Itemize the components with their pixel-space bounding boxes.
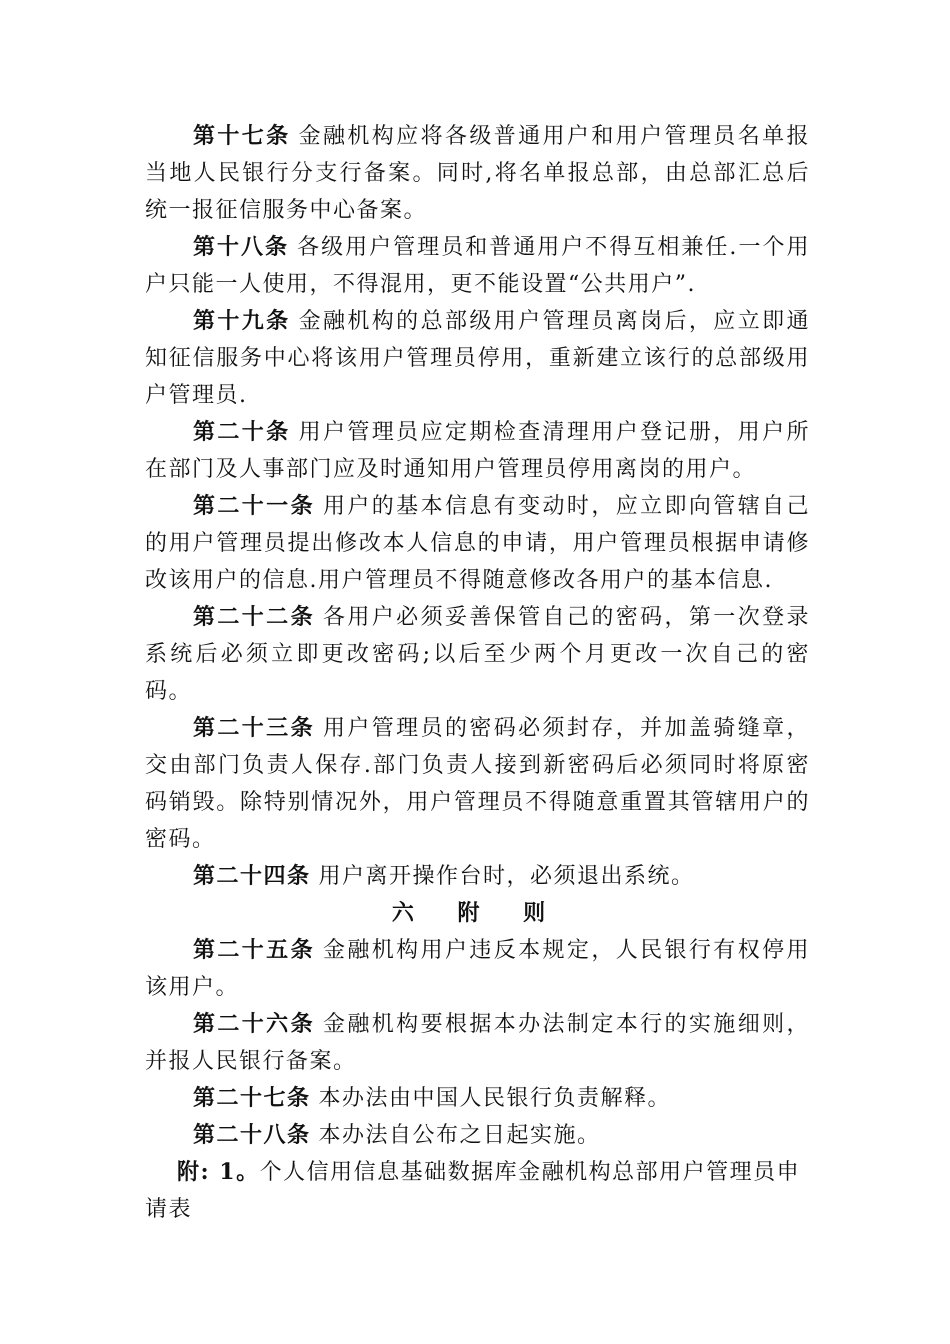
article-number: 第二十七条 [193,1085,311,1111]
article-number: 第二十一条 [193,493,315,519]
article-24 [145,858,810,895]
article-25 [145,932,810,1006]
section-title: 六 附 则 [391,900,564,926]
article-number: 第二十条 [193,419,291,445]
article-text: 本办法由中国人民银行负责解释。 [318,1086,672,1111]
article-text: 金融机构应将各级普通用户和用户管理员名单报当地人民银行分支行备案。同时,将名单报总部，由总部汇总后统一报征信服务中心备案。 [145,124,810,223]
article-text: 各级用户管理员和普通用户不得互相兼任.一个用户只能一人使用，不得混用，更不能设置“公共用户”. [145,235,810,297]
article-20 [145,414,810,488]
article-17 [145,118,810,229]
article-text: 用户的基本信息有变动时，应立即向管辖自己的用户管理员提出修改本人信息的申请，用户管理员根据申请修改该用户的信息.用户管理员不得随意修改各用户的基本信息. [145,494,810,593]
article-number: 第二十四条 [193,863,311,889]
article-18 [145,229,810,303]
article-28 [145,1117,810,1154]
article-text: 本办法自公布之日起实施。 [318,1123,601,1148]
article-text: 各用户必须妥善保管自己的密码，第一次登录系统后必须立即更改密码;以后至少两个月更改一次自己的密码。 [145,605,810,704]
appendix-lead: 附: 1。 [177,1159,260,1185]
article-number: 第二十六条 [193,1011,315,1037]
article-number: 第二十八条 [193,1122,311,1148]
article-27 [145,1080,810,1117]
article-21 [145,488,810,599]
article-26 [145,1006,810,1080]
article-23 [145,710,810,858]
article-number: 第十七条 [193,123,291,149]
article-text: 金融机构要根据本办法制定本行的实施细则，并报人民银行备案。 [145,1012,810,1074]
article-number: 第二十三条 [193,715,315,741]
article-19 [145,303,810,414]
article-text: 金融机构用户违反本规定，人民银行有权停用该用户。 [145,938,810,1000]
article-text: 用户管理员应定期检查清理用户登记册，用户所在部门及人事部门应及时通知用户管理员停用离岗的用户。 [145,420,810,482]
article-22 [145,599,810,710]
document-page [145,118,810,1228]
article-number: 第二十二条 [193,604,315,630]
article-text: 用户管理员的密码必须封存，并加盖骑缝章，交由部门负责人保存.部门负责人接到新密码后必须同时将原密码销毁。除特别情况外，用户管理员不得随意重置其管辖用户的密码。 [145,716,810,852]
article-number: 第十八条 [193,234,290,260]
appendix-text: 个人信用信息基础数据库金融机构总部用户管理员申请表 [145,1160,801,1222]
article-number: 第十九条 [193,308,291,334]
article-text: 金融机构的总部级用户管理员离岗后，应立即通知征信服务中心将该用户管理员停用，重新建立该行的总部级用户管理员. [145,309,810,408]
article-number: 第二十五条 [193,937,315,963]
appendix-line [145,1154,810,1228]
article-text: 用户离开操作台时，必须退出系统。 [318,864,695,889]
